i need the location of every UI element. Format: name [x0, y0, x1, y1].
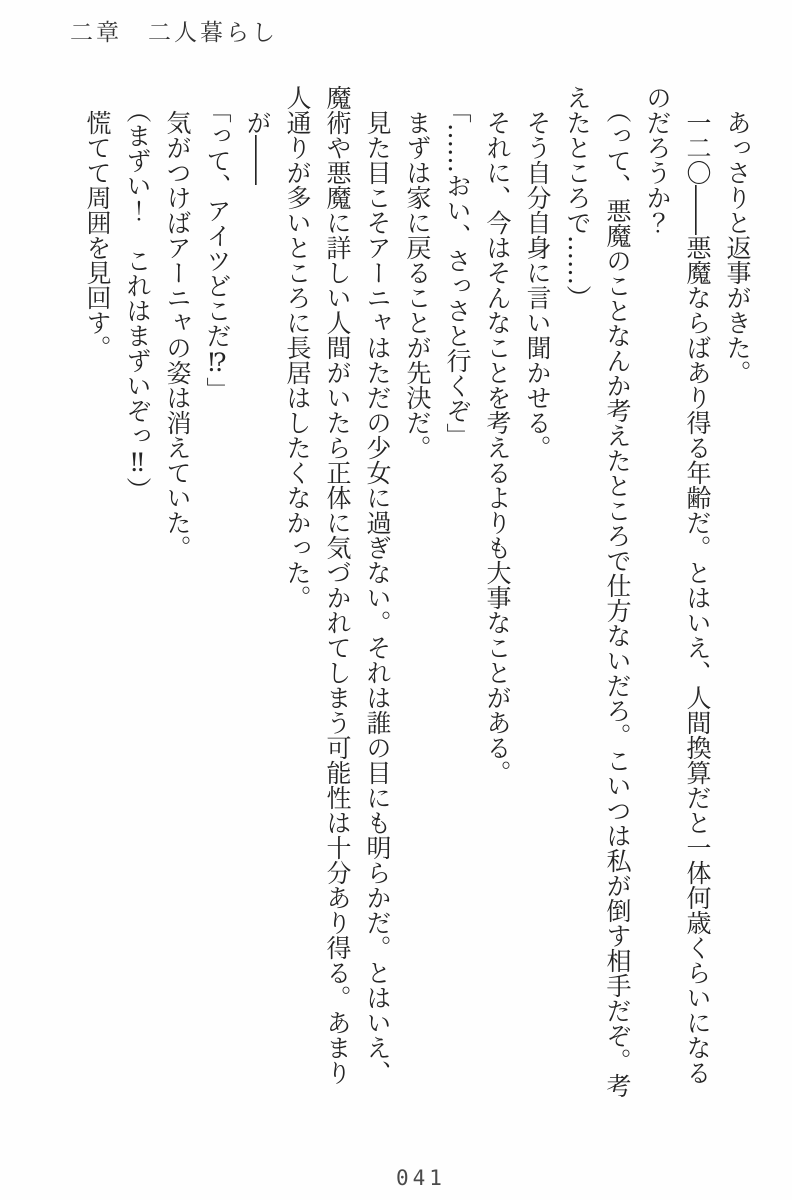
text-column: が―― — [243, 110, 272, 185]
text-column: 魔術や悪魔に詳しい人間がいたら正体に気づかれてしまう可能性は十分あり得る。あまり — [323, 85, 352, 1085]
text-column: 気がつけばアーニャの姿は消えていた。 — [163, 110, 192, 560]
text-column: のだろうか？ — [643, 85, 672, 235]
text-column: 「って、アイツどこだ⁉」 — [203, 97, 232, 402]
text-column: 見た目こそアーニャはただの少女に過ぎない。それは誰の目にも明らかだ。とはいえ、 — [363, 110, 392, 1085]
text-column: まずは家に戻ることが先決だ。 — [403, 110, 432, 460]
text-column: （まずい！ これはまずいぞっ‼） — [123, 97, 152, 502]
text-column: そう自分自身に言い聞かせる。 — [523, 110, 552, 460]
chapter-header: 二章 二人暮らし — [70, 20, 278, 46]
text-column: それに、今はそんなことを考えるよりも大事なことがある。 — [483, 110, 512, 785]
text-column: あっさりと返事がきた。 — [723, 110, 752, 385]
text-column: （って、悪魔のことなんか考えたところで仕方ないだろ。こいつは私が倒す相手だぞ。考 — [603, 97, 632, 1098]
text-column: えたところで……） — [563, 85, 592, 310]
text-column: 慌てて周囲を見回す。 — [83, 110, 112, 360]
text-column: 「……おい、さっさと行くぞ」 — [443, 97, 472, 448]
page-number: 041 — [396, 1166, 446, 1190]
text-column: 人通りが多いところに長居はしたくなかった。 — [283, 85, 312, 610]
body-text-block — [77, 85, 757, 1115]
text-column: 一二〇――悪魔ならばあり得る年齢だ。とはいえ、人間換算だと一体何歳くらいになる — [683, 110, 712, 1085]
